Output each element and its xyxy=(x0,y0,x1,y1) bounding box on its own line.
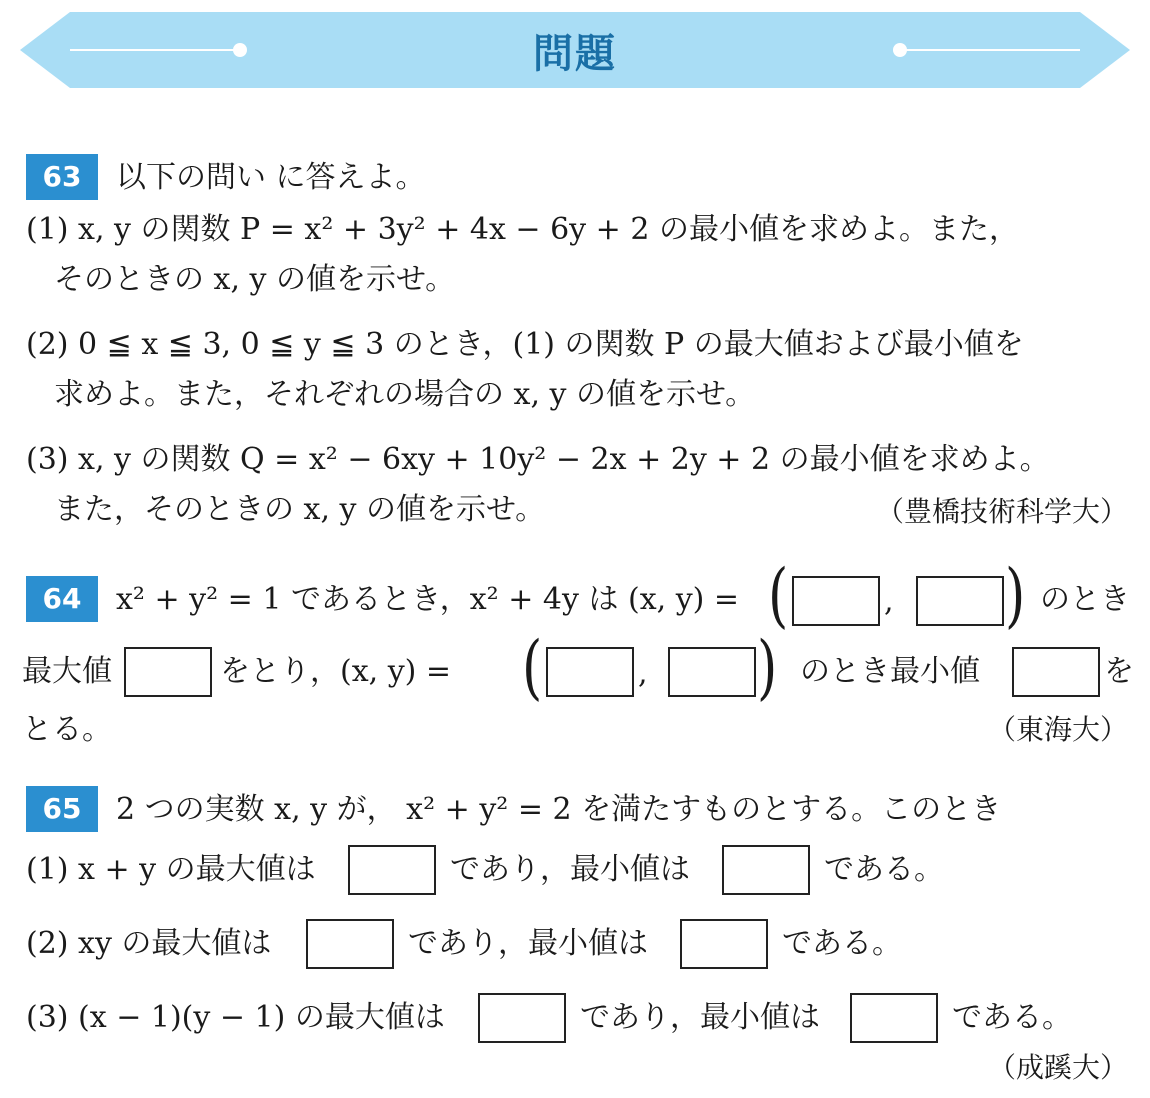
problem-65-q2-b: であり，最小値は xyxy=(408,926,648,961)
problem-63-q3-line1: (3) x, y の関数 Q = x² − 6xy + 10y² − 2x + 2y + 2 の最小値を求めよ。 xyxy=(26,442,1050,477)
open-paren: ( xyxy=(768,555,789,637)
problem-63-q3-line2: また，そのときの x, y の値を示せ。 xyxy=(54,492,546,527)
comma: , xyxy=(884,584,894,619)
problem-65-q2-c: である。 xyxy=(782,926,902,961)
problem-63-intro: 以下の問い に答えよ。 xyxy=(116,160,426,195)
open-paren: ( xyxy=(522,627,543,709)
problem-65-q3-b: であり，最小値は xyxy=(580,1000,820,1035)
problem-65-q1-a: (1) x + y の最大値は xyxy=(26,852,316,887)
answer-box-64-6[interactable] xyxy=(1012,647,1100,697)
problem-64-line2-b: をとり，(x, y) = xyxy=(220,654,452,689)
problem-64-line3: とる。 xyxy=(22,712,112,747)
problem-65-q1-c: である。 xyxy=(824,852,944,887)
problem-63-q1-line1: (1) x, y の関数 P = x² + 3y² + 4x − 6y + 2 の最小値を求めよ。また， xyxy=(26,212,1019,247)
problem-number-63: 63 xyxy=(26,154,98,200)
answer-box-65-1[interactable] xyxy=(348,845,436,895)
problem-64-line2-c: のとき最小値 xyxy=(800,654,980,689)
problem-number-64: 64 xyxy=(26,576,98,622)
problem-65-source: （成蹊大） xyxy=(987,1051,1128,1084)
answer-box-64-1[interactable] xyxy=(792,576,880,626)
problem-63-q1-line2: そのときの x, y の値を示せ。 xyxy=(54,262,456,297)
problem-63-q2-line2: 求めよ。また，それぞれの場合の x, y の値を示せ。 xyxy=(54,377,756,412)
answer-box-64-4[interactable] xyxy=(546,647,634,697)
comma: , xyxy=(638,656,648,691)
header-banner xyxy=(0,0,1150,100)
answer-box-65-3[interactable] xyxy=(306,919,394,969)
close-paren: ) xyxy=(1005,555,1026,637)
answer-box-65-2[interactable] xyxy=(722,845,810,895)
problem-number-65: 65 xyxy=(26,786,98,832)
problem-65-q3-c: である。 xyxy=(952,1000,1072,1035)
problem-65-intro: 2 つの実数 x, y が， x² + y² = 2 を満たすものとする。このとき xyxy=(116,792,1002,827)
problem-64-source: （東海大） xyxy=(987,713,1128,746)
problem-64-line1-a: x² + y² = 1 であるとき，x² + 4y は (x, y) = xyxy=(116,582,740,617)
answer-box-65-4[interactable] xyxy=(680,919,768,969)
problem-63-source: （豊橋技術科学大） xyxy=(875,495,1128,528)
close-paren: ) xyxy=(757,627,778,709)
problem-65-q3-a: (3) (x − 1)(y − 1) の最大値は xyxy=(26,1000,445,1035)
answer-box-64-2[interactable] xyxy=(916,576,1004,626)
answer-box-64-3[interactable] xyxy=(124,647,212,697)
answer-box-65-6[interactable] xyxy=(850,993,938,1043)
problem-65-q1-b: であり，最小値は xyxy=(450,852,690,887)
problem-65-q2-a: (2) xy の最大値は xyxy=(26,926,272,961)
page-title: 問題 xyxy=(533,31,617,77)
answer-box-64-5[interactable] xyxy=(668,647,756,697)
answer-box-65-5[interactable] xyxy=(478,993,566,1043)
problem-64-line2-d: を xyxy=(1104,654,1134,689)
problem-63-q2-line1: (2) 0 ≦ x ≦ 3, 0 ≦ y ≦ 3 のとき，(1) の関数 P の最大値および最小値を xyxy=(26,327,1024,362)
problem-64-line2-a: 最大値 xyxy=(22,654,112,689)
problem-64-line1-b: のとき xyxy=(1040,582,1130,617)
